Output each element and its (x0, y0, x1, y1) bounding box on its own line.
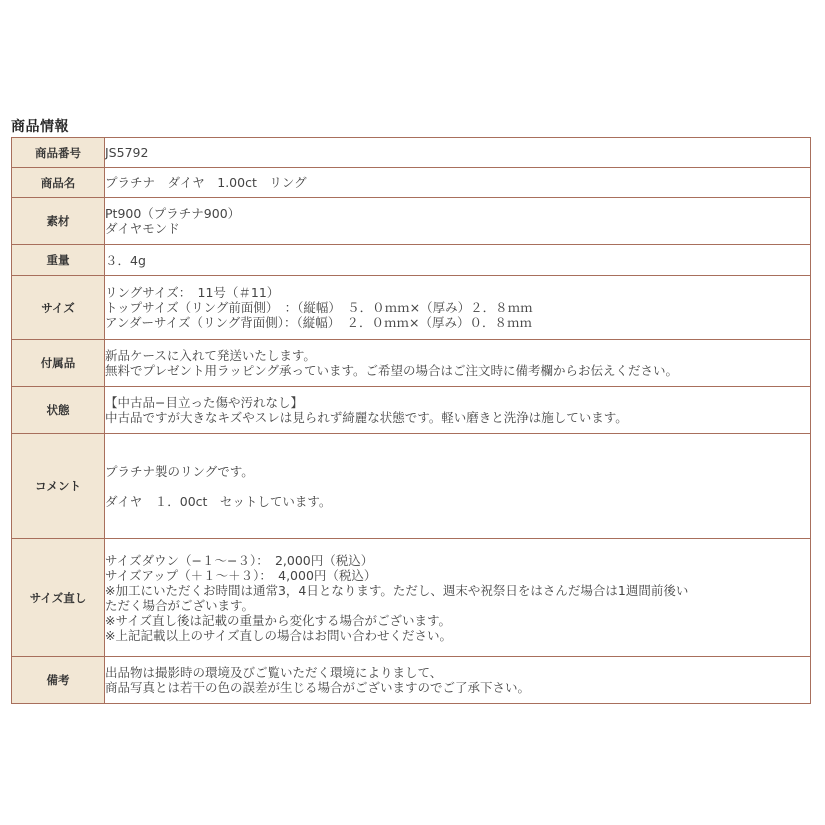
row-value (105, 198, 811, 245)
value-line: ダイヤモンド (105, 221, 180, 236)
table-row-size (12, 276, 811, 340)
value-line: プラチナ製のリングです。 (105, 463, 254, 479)
row-label: 状態 (12, 387, 105, 434)
table-row-remarks (12, 657, 811, 704)
row-value (105, 245, 811, 276)
row-label: 商品番号 (12, 138, 105, 168)
value-line: トップサイズ（リング前面側） ：（縦幅） ５．０ｍｍ×（厚み）２．８ｍｍ (105, 300, 533, 315)
value-line: ※上記記載以上のサイズ直しの場合はお問い合わせください。 (105, 627, 452, 643)
row-value (105, 539, 811, 657)
value-line: リングサイズ： 11号（＃11） (105, 285, 280, 300)
row-label: コメント (12, 434, 105, 539)
row-value (105, 340, 811, 387)
row-label: 商品名 (12, 168, 105, 198)
value-line: 商品写真とは若干の色の誤差が生じる場合がございますのでご了承下さい。 (105, 680, 531, 695)
table-row-accessories (12, 340, 811, 387)
table-row-size-adjustment (12, 539, 811, 657)
value-line: 新品ケースに入れて発送いたします。 (105, 348, 316, 363)
row-value (105, 276, 811, 340)
value-line: 中古品ですが大きなキズやスレは見られず綺麗な状態です。軽い磨きと洗浄は施しています。 (105, 410, 628, 425)
value-line: 無料でプレゼント用ラッピング承っています。ご希望の場合はご注文時に備考欄からお伝えください。 (105, 363, 679, 378)
product-info-table (11, 137, 811, 704)
value-line: ※サイズ直し後は記載の重量から変化する場合がございます。 (105, 612, 451, 628)
row-label: サイズ直し (12, 539, 105, 657)
row-label: 素材 (12, 198, 105, 245)
row-value (105, 168, 811, 198)
value-line: アンダーサイズ（リング背面側）：（縦幅） ２．０ｍｍ×（厚み）０．８ｍｍ (105, 315, 532, 330)
row-value (105, 138, 811, 168)
value-line: ３．4g (105, 252, 146, 268)
row-label: 備考 (12, 657, 105, 704)
row-value (105, 434, 811, 539)
value-line: プラチナ ダイヤ 1.00ct リング (105, 175, 307, 190)
value-line: Pt900（プラチナ900） (105, 206, 241, 221)
value-line: ※加工にいただくお時間は通常3，4日となります。ただし、週末や祝祭日をはさんだ場合は1週間前後い (105, 582, 689, 598)
table-row-product-number (12, 138, 811, 168)
table-row-weight (12, 245, 811, 276)
row-label: 重量 (12, 245, 105, 276)
value-line: サイズアップ（＋１〜＋３）： 4,000円（税込） (105, 567, 377, 583)
section-heading: 商品情報 (11, 119, 69, 135)
value-line: サイズダウン（−１〜−３）： 2,000円（税込） (105, 552, 374, 568)
row-label: サイズ (12, 276, 105, 340)
row-label: 付属品 (12, 340, 105, 387)
value-line: 出品物は撮影時の環境及びご覧いただく環境によりまして、 (105, 665, 443, 680)
table-row-material (12, 198, 811, 245)
table-row-product-name (12, 168, 811, 198)
value-line: ダイヤ １．00ct セットしています。 (105, 493, 332, 509)
row-value (105, 387, 811, 434)
table-row-condition (12, 387, 811, 434)
value-line: 【中古品−目立った傷や汚れなし】 (105, 395, 303, 410)
table-row-comment (12, 434, 811, 539)
value-line: ただく場合がございます。 (105, 597, 255, 613)
row-value (105, 657, 811, 704)
value-line: JS5792 (105, 145, 149, 160)
